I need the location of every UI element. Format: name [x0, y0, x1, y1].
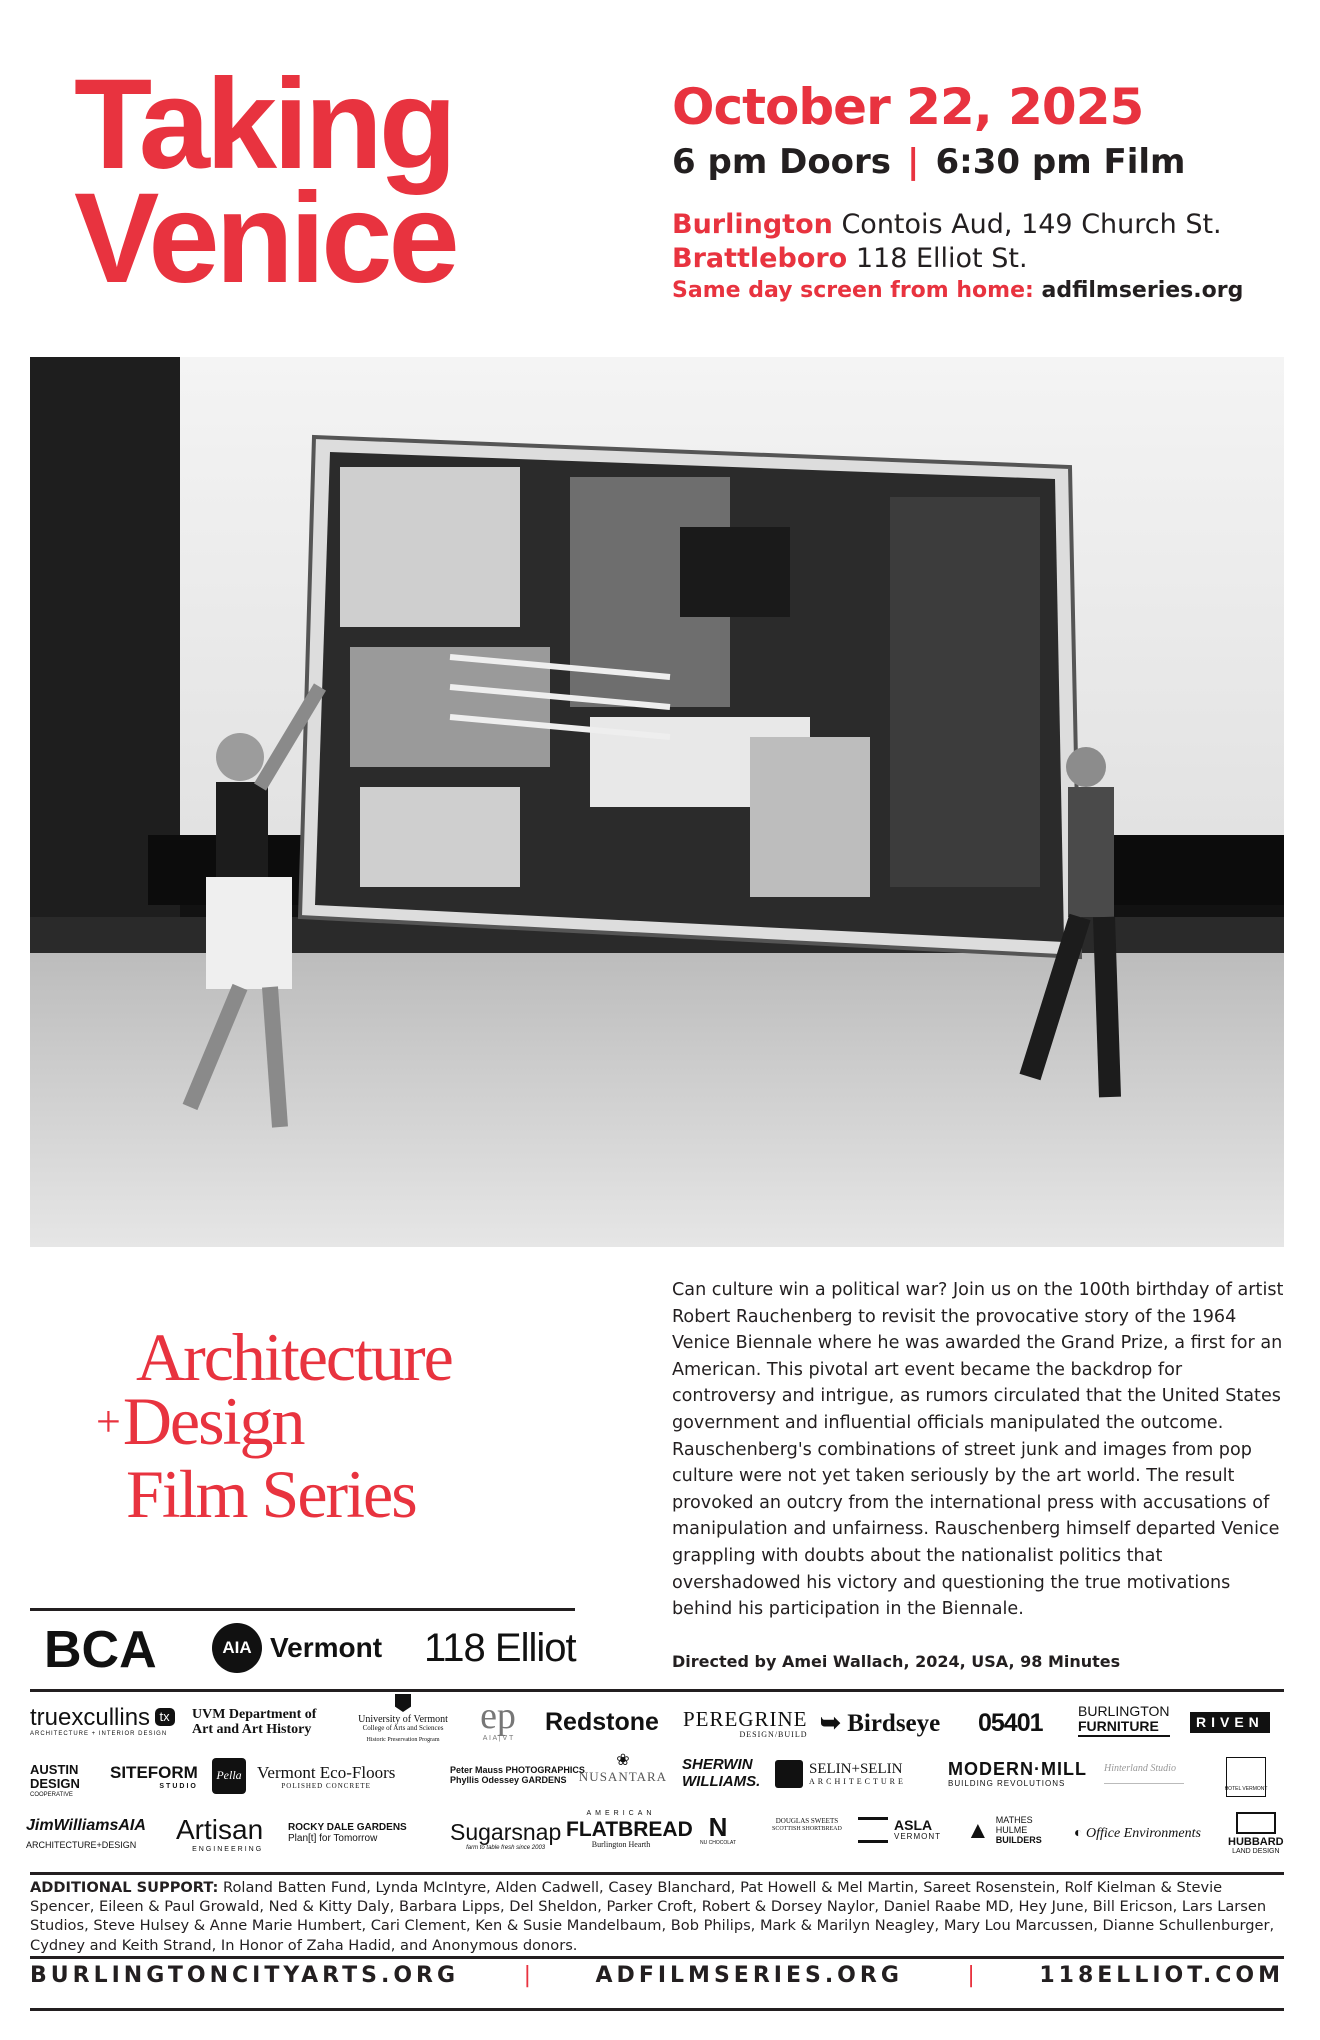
film-credit: Directed by Amei Wallach, 2024, USA, 98 Minutes [672, 1652, 1121, 1671]
venue-city: Brattleboro [672, 243, 848, 274]
sugarsnap-sub: farm to table fresh since 2003 [466, 1845, 546, 1852]
douglas-line-1: DOUGLAS SWEETS [775, 1817, 839, 1825]
truexcullins-logo [30, 1705, 175, 1738]
event-date: October 22, 2025 [672, 78, 1144, 136]
bird-icon: ➥ [820, 1710, 841, 1737]
series-title-line-3: Film Series [126, 1456, 416, 1532]
footer-link-burlingtoncityarts[interactable]: BURLINGTONCITYARTS.ORG [30, 1963, 460, 1988]
modernmill-sub: BUILDING REVOLUTIONS [948, 1778, 1066, 1788]
sugarsnap-name: Sugarsnap [450, 1819, 562, 1845]
tx-badge: tx [155, 1708, 175, 1726]
truexcullins-sub: ARCHITECTURE + INTERIOR DESIGN [30, 1731, 168, 1738]
jimwilliams-sub: ARCHITECTURE+DESIGN [26, 1839, 137, 1850]
lotus-icon: ❀ [616, 1752, 630, 1769]
siteform-name: SITEFORM [110, 1763, 198, 1782]
venue-list [672, 208, 1272, 306]
flatbread-line-3: Burlington Hearth [591, 1839, 651, 1849]
truexcullins-name: truexcullins [30, 1704, 151, 1731]
hinterland-studio-logo [1104, 1763, 1184, 1784]
modern-mill-logo [948, 1760, 1087, 1789]
home-screening-link[interactable]: adfilmseries.org [1041, 278, 1244, 303]
photo-illustration [30, 357, 1284, 1247]
aia-vermont-logo [212, 1623, 382, 1673]
selin-selin-logo [775, 1760, 906, 1788]
rockydale-line-1: ROCKY DALE GARDENS [288, 1822, 407, 1833]
time-separator: | [907, 142, 920, 182]
selin-emblem-icon [775, 1760, 803, 1788]
divider-main-logos [30, 1608, 575, 1611]
asla-sub: VERMONT [894, 1832, 941, 1842]
austin-line-2: DESIGN [30, 1776, 80, 1792]
rocky-dale-gardens-logo [288, 1822, 407, 1844]
oe-mark-icon: ◐ [1074, 1826, 1083, 1841]
venue-brattleboro [672, 242, 1272, 276]
footer-separator: | [523, 1963, 531, 1988]
uvm-art-line-1: UVM Department of [192, 1707, 317, 1722]
jim-williams-aia-logo [26, 1817, 146, 1850]
douglas-line-2: SCOTTISH SHORTBREAD [772, 1825, 842, 1832]
siteform-sub: STUDIO [159, 1782, 198, 1790]
series-title-line-2 [96, 1383, 526, 1462]
asla-lines-icon [858, 1817, 888, 1843]
asla-vermont-logo [858, 1817, 941, 1843]
hotelvt-name: HOTEL VERMONT [1224, 1785, 1268, 1792]
sugarsnap-logo [450, 1820, 561, 1852]
aiavt-mark-icon: ep [480, 1695, 516, 1737]
nuchocolat-name: NU CHOCOLAT [699, 1840, 737, 1846]
hubbard-mark-icon [1236, 1812, 1276, 1834]
burlfurn-line-2: FURNITURE [1078, 1719, 1170, 1736]
uvmhp-line-3: Historic Preservation Program [366, 1736, 440, 1743]
footer-link-118elliot[interactable]: 118ELLIOT.COM [1039, 1963, 1284, 1988]
aia-vermont-label: Vermont [270, 1632, 383, 1663]
uvmhp-line-1: University of Vermont [358, 1714, 448, 1725]
series-title [96, 1319, 526, 1532]
film-title-line-2: Venice [74, 167, 456, 310]
aiavt-text: A I A | V T [482, 1735, 514, 1742]
series-title-line-1: Architecture [136, 1319, 452, 1395]
austin-line-1: AUSTIN [30, 1762, 79, 1777]
bca-logo: BCA [44, 1621, 157, 1679]
series-title-design: Design [122, 1383, 304, 1459]
aia-vt-logo [470, 1697, 526, 1743]
hinterland-name: Hinterland Studio [1104, 1763, 1176, 1774]
douglas-sweets-logo [772, 1818, 842, 1832]
uvm-art-line-2: Art and Art History [192, 1722, 312, 1738]
pella-name: Pella [216, 1768, 242, 1783]
aia-badge: AIA [212, 1623, 262, 1673]
asla-name: ASLA [894, 1816, 933, 1833]
office-environments-logo [1074, 1826, 1201, 1841]
divider-footer-bottom [30, 2008, 1284, 2011]
film-title-line-1: Taking [74, 53, 453, 196]
modernmill-name: MODERN·MILL [948, 1759, 1087, 1779]
peregrine-sub: DESIGN/BUILD [739, 1730, 808, 1740]
austin-line-3: COOPERATIVE [30, 1791, 73, 1798]
venue-address: 118 Elliot St. [855, 243, 1028, 274]
riven-logo: RIVEN [1190, 1712, 1270, 1733]
jimwilliams-name: JimWilliamsAIA [26, 1817, 146, 1834]
home-screening-label: Same day screen from home: [672, 278, 1034, 303]
hubbard-line-2: LAND DESIGN [1232, 1848, 1280, 1856]
film-still-photo [30, 357, 1284, 1247]
nusantara-name: NUSANTARA [578, 1768, 668, 1784]
additional-support-text: Roland Batten Fund, Lynda McIntyre, Alden Cadwell, Casey Blanchard, Pat Howell & Mel Martin, Sareet Rosenstein, Rolf Kielman & Stevie Spencer, Eileen & Paul Growald, Ned & Kitty Daly, Barbara Lipps, Del Sheldon, Parker Croft, Robert & Dorsey Naylor, Daniel Raabe MD, Hey June, Bill Ericson, Lars Larsen Studios, Steve Hulsey & Anne Marie Humbert, Cari Clement, Ken & Susie Mandelbaum, Bob Philips, Mark & Marilyn Neagley, Mary Lou Marcussen, Dianne Schullenburger, Cydney and Keith Strand, In Honor of Zaha Hadid, and Anonymous donors. [30, 1879, 1275, 1954]
ecofloors-sub: POLISHED CONCRETE [281, 1781, 371, 1790]
05401-logo: 05401 [978, 1709, 1043, 1737]
american-flatbread-logo [566, 1810, 693, 1850]
event-times [672, 140, 1272, 184]
burlfurn-line-1: BURLINGTON [1078, 1703, 1170, 1719]
mathes-line-2: HULME [995, 1824, 1028, 1835]
mauss-odessey-logo [450, 1766, 585, 1786]
118-elliot-logo: 118 Elliot [424, 1626, 576, 1670]
rockydale-line-2: Plan[t] for Tomorrow [288, 1833, 378, 1844]
birdseye-logo [820, 1710, 940, 1738]
venue-burlington [672, 208, 1272, 242]
officeenv-name: Office Environments [1085, 1826, 1201, 1841]
uvm-historic-preservation-logo [348, 1694, 458, 1743]
uvm-shield-icon [395, 1694, 411, 1712]
artisan-engineering-logo [176, 1815, 263, 1853]
tree-icon: ▲ [966, 1816, 990, 1844]
redstone-logo: Redstone [545, 1708, 659, 1736]
event-info [672, 78, 1272, 306]
ecofloors-name: Vermont Eco-Floors [257, 1763, 396, 1782]
vermont-eco-floors-logo [257, 1764, 395, 1790]
mathes-line-3: BUILDERS [995, 1834, 1042, 1845]
nusantara-logo [578, 1752, 668, 1784]
selin-sub: ARCHITECTURE [809, 1776, 906, 1786]
uvmhp-line-2: College of Arts and Sciences [362, 1724, 444, 1732]
siteform-logo [110, 1764, 198, 1790]
hinterland-flourish-icon [1104, 1774, 1184, 1784]
footer-links [30, 1963, 1284, 1988]
pella-logo [212, 1758, 246, 1794]
austin-design-logo [30, 1763, 80, 1798]
nu-chocolat-logo [696, 1813, 740, 1847]
mathes-hulme-builders-logo [966, 1816, 1042, 1846]
selin-name: SELIN+SELIN [809, 1761, 903, 1778]
mauss-line-2: Phyllis Odessey GARDENS [450, 1774, 567, 1785]
divider-sponsors-bottom [30, 1872, 1284, 1875]
burlington-furniture-logo [1078, 1704, 1170, 1737]
hotel-vermont-logo [1226, 1757, 1266, 1797]
artisan-name: Artisan [176, 1814, 264, 1845]
sherwin-line-1: SHERWIN [682, 1756, 753, 1773]
additional-support-label: ADDITIONAL SUPPORT: [30, 1879, 219, 1896]
peregrine-logo [683, 1708, 808, 1740]
hubbard-land-design-logo [1228, 1812, 1284, 1856]
footer-link-adfilmseries[interactable]: ADFILMSERIES.ORG [595, 1963, 903, 1988]
doors-time: 6 pm Doors [672, 142, 892, 182]
additional-support [30, 1878, 1284, 1955]
film-time: 6:30 pm Film [935, 142, 1186, 182]
nu-monogram-icon: N [708, 1812, 728, 1842]
mathes-line-1: MATHES [995, 1815, 1033, 1825]
venue-address: Contois Aud, 149 Church St. [841, 209, 1222, 240]
uvm-art-logo [192, 1707, 316, 1738]
flatbread-line-2: FLATBREAD [566, 1817, 693, 1841]
flatbread-line-1: AMERICAN [586, 1810, 656, 1817]
footer-separator: | [967, 1963, 975, 1988]
sherwin-williams-logo [682, 1757, 760, 1790]
divider-sponsors-top [30, 1689, 1284, 1692]
sherwin-line-2: WILLIAMS. [682, 1772, 761, 1790]
venue-city: Burlington [672, 209, 833, 240]
film-description: Can culture win a political war? Join us on the 100th birthday of artist Robert Rauchenberg to revisit the provocative story of the 1964 Venice Biennale where he was awarded the Grand Prize, a first for an American. This pivotal art event became the backdrop for controversy and intrigue, as rumors circulated that the United States government and influential officials manipulated the outcome. Rauschenberg's combinations of street junk and images from pop culture were not yet taken seriously by the art world. The result provoked an outcry from the international press with accusations of manipulation and unfairness. Rauschenberg himself departed Venice grappling with doubts about the nationalist politics that overshadowed his victory and questioning the true motivations behind his participation in the Biennale. [672, 1280, 1284, 1620]
film-title [74, 53, 554, 310]
divider-footer-top [30, 1956, 1284, 1959]
peregrine-name: PEREGRINE [683, 1707, 808, 1731]
artisan-sub: ENGINEERING [192, 1845, 264, 1853]
home-screening [672, 276, 1272, 306]
hubbard-line-1: HUBBARD [1228, 1836, 1284, 1848]
plus-sign: + [96, 1397, 119, 1446]
mauss-line-1: Peter Mauss PHOTOGRAPHICS [450, 1765, 585, 1775]
birdseye-name: Birdseye [847, 1710, 941, 1737]
